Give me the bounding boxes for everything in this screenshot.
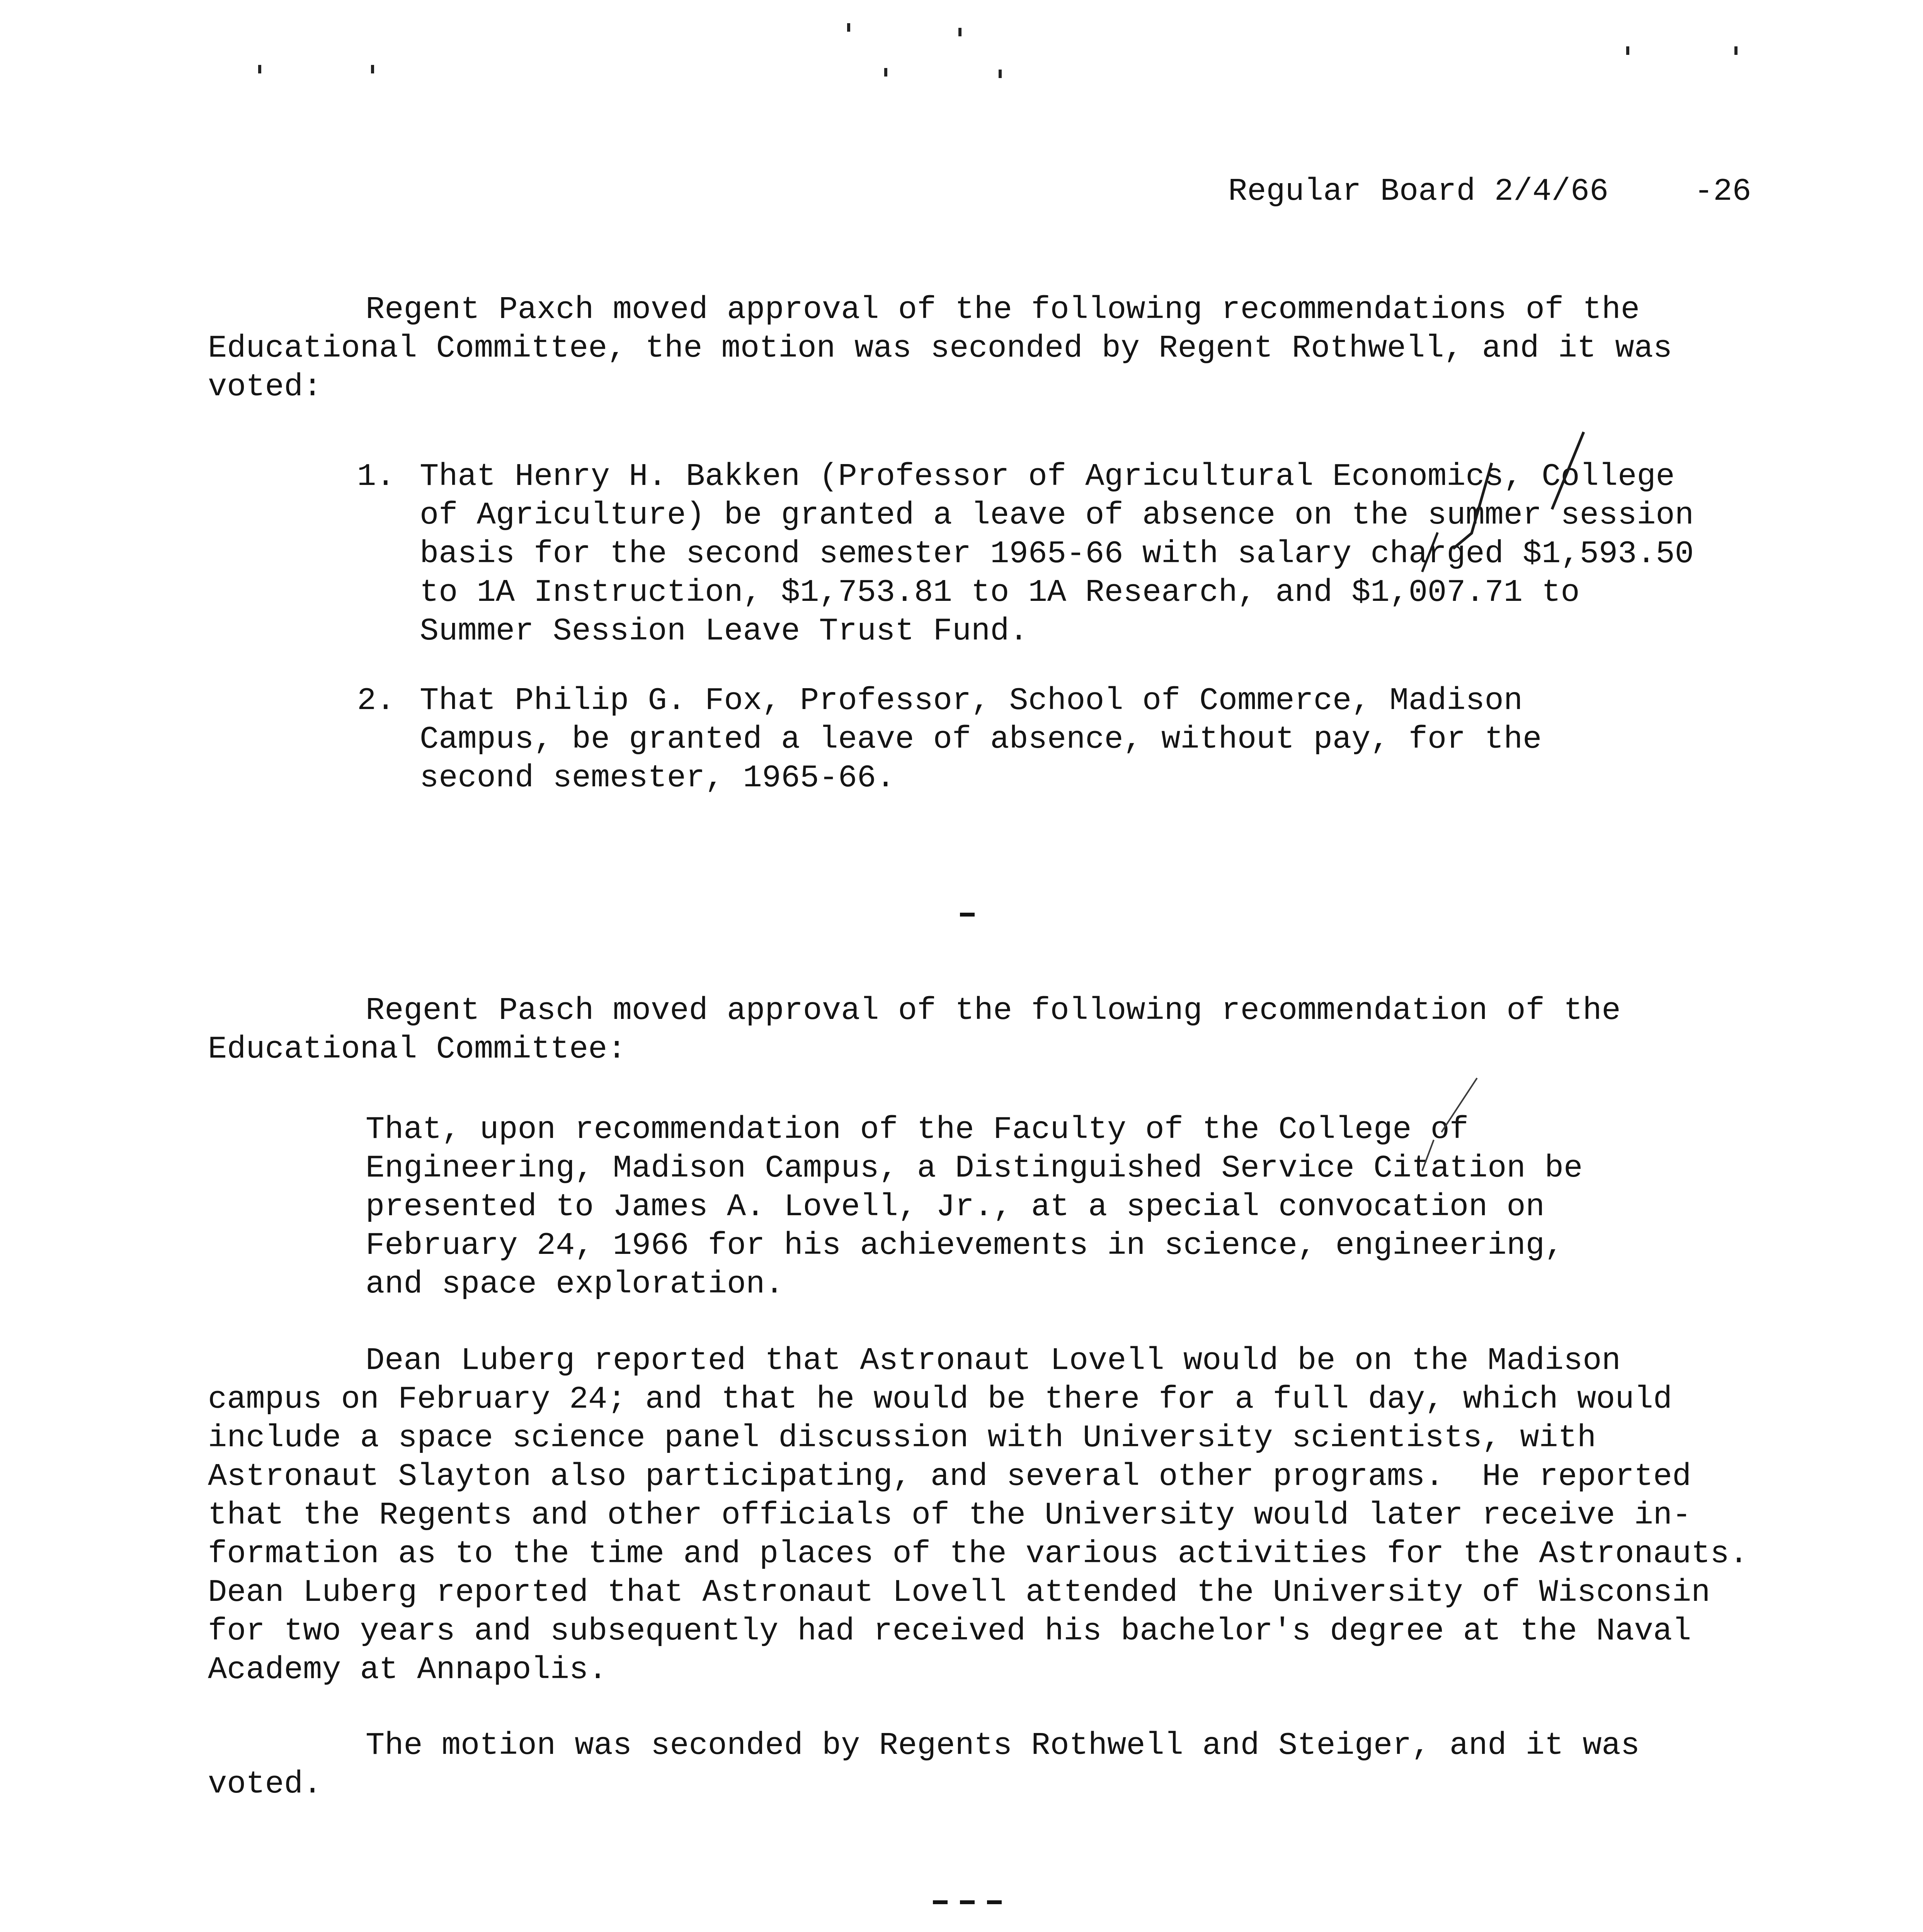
report-line: Astronaut Slayton also participating, and several other programs. He reported <box>208 1459 1692 1495</box>
item-line: That Henry H. Bakken (Professor of Agricultural Economics, College <box>420 459 1675 495</box>
header-page-number: -26 <box>1694 173 1751 209</box>
report-line: Academy at Annapolis. <box>208 1652 608 1688</box>
report-line: include a space science panel discussion with University scientists, with <box>208 1420 1596 1456</box>
item-number: 2. <box>357 683 395 719</box>
check-mark <box>1422 1140 1434 1171</box>
check-mark <box>1552 432 1584 509</box>
item-line: Summer Session Leave Trust Fund. <box>420 613 1028 649</box>
item-line: Campus, be granted a leave of absence, without pay, for the <box>420 721 1542 757</box>
intro-line: voted: <box>208 369 322 405</box>
item-line: to 1A Instruction, $1,753.81 to 1A Research, and $1,007.71 to <box>420 575 1580 611</box>
motion-line: The motion was seconded by Regents Rothwell and Steiger, and it was <box>366 1728 1640 1764</box>
report-line: that the Regents and other officials of the University would later receive in- <box>208 1497 1692 1533</box>
item-line: of Agriculture) be granted a leave of absence on the summer session <box>420 497 1694 533</box>
check-mark <box>1422 532 1438 572</box>
item-line: second semester, 1965-66. <box>420 760 895 796</box>
item-line: That Philip G. Fox, Professor, School of Commerce, Madison <box>420 683 1523 719</box>
item-line: basis for the second semester 1965-66 with salary charged $1,593.50 <box>420 536 1694 572</box>
quote-line: presented to James A. Lovell, Jr., at a special convocation on <box>366 1189 1545 1225</box>
report-line: formation as to the time and places of the various activities for the Astronauts. <box>208 1536 1748 1572</box>
quote-line: and space exploration. <box>366 1266 784 1302</box>
quote-line: That, upon recommendation of the Faculty of the College of <box>366 1112 1469 1148</box>
quote-line: February 24, 1966 for his achievements in science, engineering, <box>366 1228 1564 1264</box>
check-mark <box>1453 463 1492 549</box>
quote-line: Engineering, Madison Campus, a Distinguished Service Citation be <box>366 1150 1583 1186</box>
intro-line: Educational Committee: <box>208 1031 626 1067</box>
intro-line: Regent Paxch moved approval of the following recommendations of the <box>366 292 1640 328</box>
report-line: campus on February 24; and that he would be there for a full day, which would <box>208 1381 1673 1417</box>
report-line: Dean Luberg reported that Astronaut Lovell attended the University of Wisconsin <box>208 1575 1710 1611</box>
intro-line: Regent Pasch moved approval of the following recommendation of the <box>366 993 1621 1029</box>
report-line: Dean Luberg reported that Astronaut Lovell would be on the Madison <box>366 1343 1621 1379</box>
item-number: 1. <box>357 459 395 495</box>
intro-line: Educational Committee, the motion was seconded by Regent Rothwell, and it was <box>208 330 1673 366</box>
check-mark <box>1441 1078 1477 1132</box>
report-line: for two years and subsequently had received his bachelor's degree at the Naval <box>208 1613 1692 1649</box>
header-title: Regular Board 2/4/66 <box>1228 173 1609 209</box>
motion-line: voted. <box>208 1766 322 1802</box>
